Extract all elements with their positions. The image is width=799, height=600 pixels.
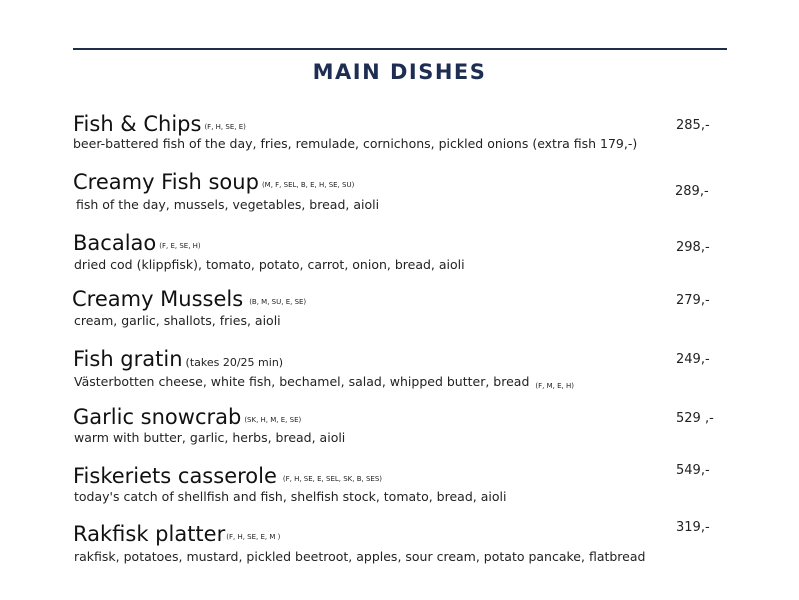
dish-item [73, 231, 465, 272]
dish-description: warm with butter, garlic, herbs, bread, aioli [74, 430, 346, 445]
dish-name: Garlic snowcrab [73, 405, 242, 429]
dish-allergens: (SK, H, M, E, SE) [244, 416, 302, 424]
dish-price: 279,- [676, 293, 710, 308]
dish-name: Rakfisk platter [73, 522, 226, 546]
dish-price: 285,- [676, 118, 710, 133]
dish-price: 529 ,- [676, 411, 714, 426]
dish-description: beer-battered fish of the day, fries, remulade, cornichons, pickled onions (extra fish 179,-) [73, 136, 638, 151]
dish-name: Fish & Chips [73, 112, 202, 136]
dish-description [74, 374, 574, 390]
dish-price: 549,- [676, 463, 710, 478]
dish-allergens: (F, M, E, H) [535, 382, 574, 390]
dish-price: 298,- [676, 240, 710, 255]
dish-description: today's catch of shellfish and fish, shelfish stock, tomato, bread, aioli [74, 489, 507, 504]
dish-allergens: (F, H, SE, E, M ) [226, 533, 281, 541]
dish-price: 319,- [676, 520, 710, 535]
top-divider [73, 48, 727, 50]
dish-item [73, 522, 646, 564]
dish-name: Bacalao [73, 231, 157, 255]
menu-title: MAIN DISHES [312, 60, 487, 84]
dish-allergens: (B, M, SU, E, SE) [249, 298, 307, 306]
dish-item [72, 287, 307, 328]
dish-item [73, 347, 574, 390]
dish-name: Creamy Fish soup [73, 170, 259, 194]
dish-description: fish of the day, mussels, vegetables, bread, aioli [76, 197, 380, 212]
dish-allergens: (M, F, SEL, B, E, H, SE, SU) [261, 181, 355, 189]
dish-item [73, 405, 346, 445]
dish-description: cream, garlic, shallots, fries, aioli [74, 313, 281, 328]
dish-item [73, 464, 507, 504]
dish-price: 289,- [675, 184, 709, 199]
dish-allergens: (F, H, SE, E, SEL, SK, B, SES) [282, 475, 382, 483]
dish-name: Fiskeriets casserole [73, 464, 277, 488]
dish-description: dried cod (klippfisk), tomato, potato, carrot, onion, bread, aioli [74, 257, 465, 272]
dish-name: Fish gratin [73, 347, 183, 371]
dish-item [73, 170, 380, 212]
dish-allergens: (F, H, SE, E) [204, 123, 246, 131]
dish-price: 249,- [676, 352, 710, 367]
dish-allergens: (F, E, SE, H) [159, 242, 201, 250]
dish-note: (takes 20/25 min) [185, 356, 284, 369]
dish-description-text: Västerbotten cheese, white fish, bechamel, salad, whipped butter, bread [74, 374, 530, 389]
dish-item [73, 112, 638, 151]
dish-name: Creamy Mussels [72, 287, 244, 311]
dish-description: rakfisk, potatoes, mustard, pickled beetroot, apples, sour cream, potato pancake, flatbread [74, 549, 646, 564]
